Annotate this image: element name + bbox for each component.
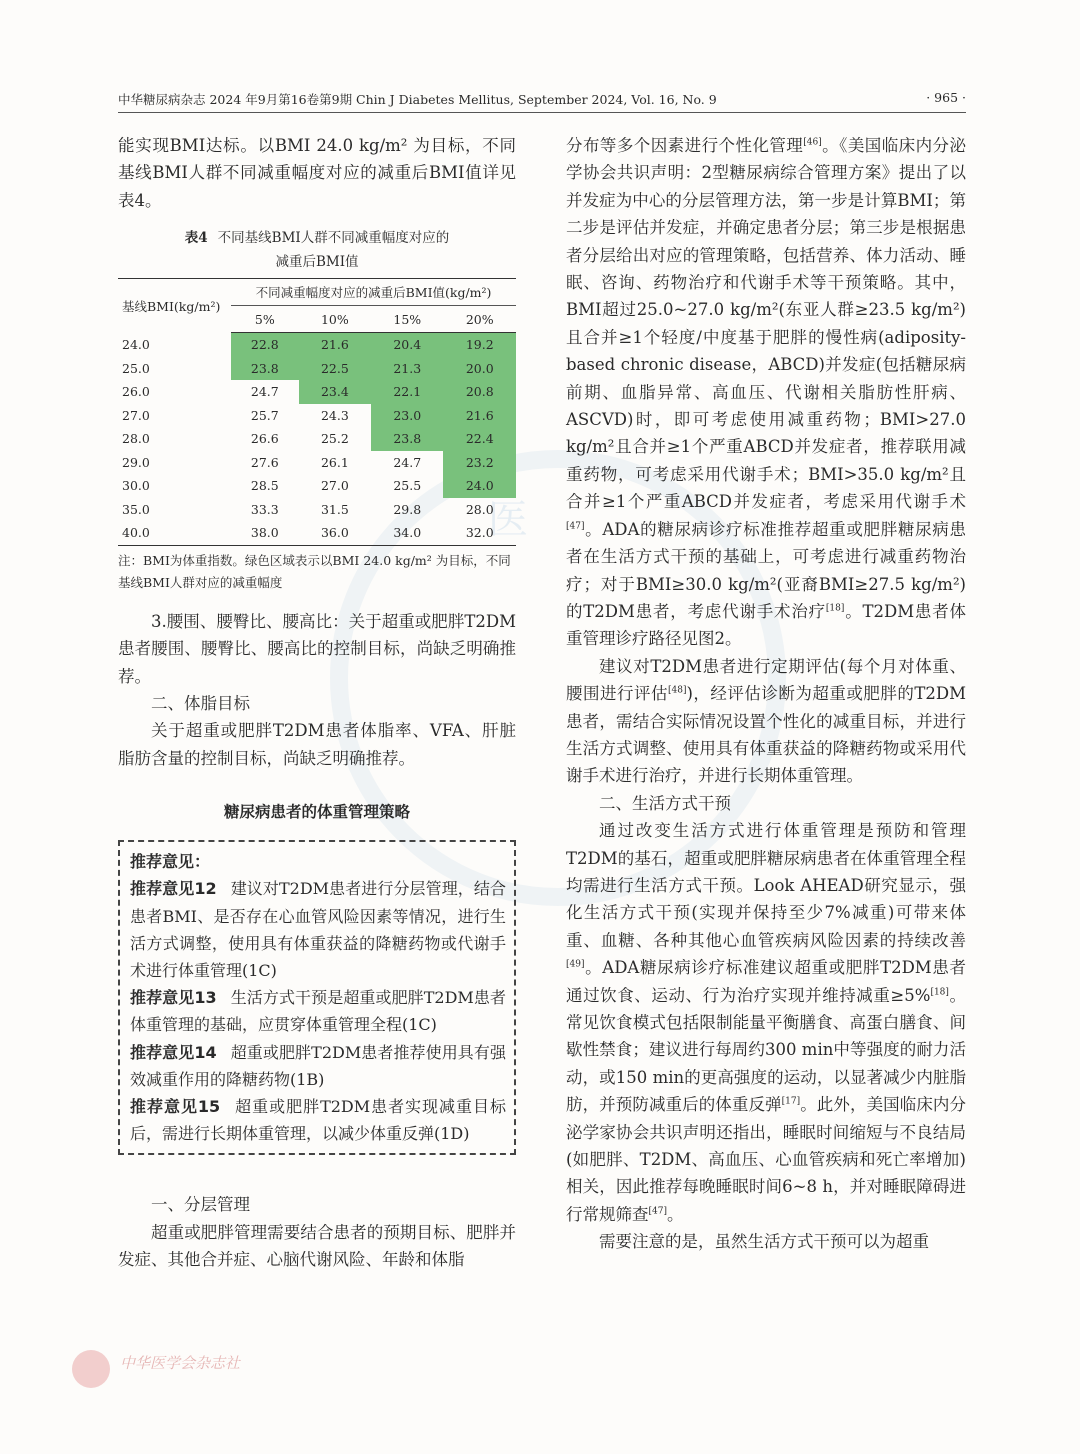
- table-row: [118, 380, 516, 404]
- table-note: 注：BMI为体重指数。绿色区域表示以BMI 24.0 kg/m² 为目标，不同基线BMI人群对应的减重幅度: [118, 552, 511, 590]
- bmi-value-cell: 20.0: [443, 357, 516, 381]
- column-header: 5%: [231, 306, 299, 333]
- bmi-value-cell: 25.5: [393, 478, 422, 494]
- baseline-bmi-cell: 35.0: [122, 501, 150, 517]
- recommendation-item: [130, 984, 506, 1038]
- table-caption: [118, 226, 516, 274]
- right-paragraph-3: 通过改变生活方式进行体重管理是预防和管理T2DM的基石，超重或肥胖糖尿病患者在体重管理全程均需进行生活方式干预。Look AHEAD研究显示，强化生活方式干预(实现并保持至少7%减重)可带来体重、血糖、各种其他心血管疾病风险因素的持续改善[49]。ADA糖尿病诊疗标准建议超重或肥胖T2DM患者通过饮食、运动、行为治疗实现并维持减重≥5%[18]。常见饮食模式包括限制能量平衡膳食、高蛋白膳食、间歇性禁食；建议进行每周约300 min中等强度的耐力活动，或150 min的更高强度的运动，以显著减少内脏脂肪，并预防减重后的体重反弹[17]。此外，美国临床内分泌学家协会共识声明还指出，睡眠时间缩短与不良结局(如肥胖、T2DM、高血压、心血管疾病和死亡率增加)相关，因此推荐每晚睡眠时间6~8 h，并对睡眠障碍进行常规筛查[47]。: [566, 821, 967, 1224]
- recommendation-text: 超重或肥胖T2DM患者推荐使用具有强效减重作用的降糖药物(1B): [130, 1042, 506, 1089]
- running-header: [118, 88, 966, 113]
- baseline-bmi-cell: 26.0: [122, 384, 150, 400]
- table-title-line2: 减重后BMI值: [275, 254, 359, 271]
- bmi-value-cell: 20.8: [443, 380, 516, 404]
- citation: [46]: [803, 137, 822, 148]
- right-paragraph-1: 分布等多个因素进行个性化管理[46]。《美国临床内分泌学协会共识声明：2型糖尿病综合管理方案》提出了以并发症为中心的分层管理方法，第一步是计算BMI；第二步是评估并发症，并确定患者分层；第三步是根据患者分层给出对应的管理策略，包括营养、体力活动、睡眠、咨询、药物治疗和代谢手术等干预策略。其中，BMI超过25.0~27.0 kg/m²(东亚人群≥23.5 kg/m²)且合并≥1个轻度/中度基于肥胖的慢性病(adiposity-based chronic disease，ABCD)并发症(包括糖尿病前期、血脂异常、高血压、代谢相关脂肪性肝病、ASCVD)时，即可考虑使用减重药物；BMI>27.0 kg/m²且合并≥1个严重ABCD并发症者，推荐联用减重药物，可考虑采用代谢手术；BMI>35.0 kg/m²且合并≥1个严重ABCD并发症者，考虑采用代谢手术[47]。ADA的糖尿病诊疗标准推荐超重或肥胖糖尿病患者在生活方式干预的基础上，可考虑进行减重药物治疗；对于BMI≥30.0 kg/m²(亚裔BMI≥27.5 kg/m²)的T2DM患者，考虑代谢手术治疗[18]。T2DM患者体重管理诊疗路径见图2。: [566, 136, 967, 649]
- journal-citation: 中华糖尿病杂志 2024 年9月第16卷第9期 Chin J Diabetes Mellitus, September 2024, Vol. 16, No. 9: [118, 92, 717, 107]
- baseline-bmi-cell: 24.0: [122, 337, 150, 353]
- recommendation-text: 建议对T2DM患者进行分层管理，结合患者BMI、是否存在心血管风险因素等情况，进行生活方式调整，使用具有体重获益的降糖药物或代谢手术进行体重管理(1C): [130, 879, 506, 980]
- recommendation-item: [130, 875, 506, 984]
- table-title-line1: 不同基线BMI人群不同减重幅度对应的: [217, 230, 450, 247]
- section-title: 糖尿病患者的体重管理策略: [223, 803, 410, 822]
- citation: [48]: [667, 685, 687, 696]
- citation: [18]: [825, 603, 845, 614]
- recommendation-heading: 推荐意见：: [130, 852, 211, 872]
- recommendation-text: 超重或肥胖T2DM患者实现减重目标后，需进行长期体重管理，以减少体重反弹(1D): [130, 1096, 506, 1144]
- citation: [18]: [930, 987, 949, 998]
- right-column: [566, 132, 966, 1256]
- bmi-value-cell: 24.7: [393, 454, 422, 470]
- recommendation-label: 推荐意见14: [130, 1042, 217, 1062]
- table-row: [118, 404, 516, 428]
- recommendation-label: 推荐意见13: [130, 988, 217, 1008]
- bmi-value-cell: 28.0: [465, 501, 494, 517]
- table-row: [118, 451, 516, 475]
- span-header: 不同减重幅度对应的减重后BMI值(kg/m²): [231, 279, 516, 306]
- baseline-bmi-cell: 28.0: [122, 431, 150, 447]
- bmi-value-cell: 23.8: [231, 357, 299, 381]
- layered-heading: 一、分层管理: [151, 1195, 250, 1215]
- bmi-value-cell: 34.0: [371, 521, 443, 545]
- recommendation-text: 生活方式干预是超重或肥胖T2DM患者体重管理的基础，应贯穿体重管理全程(1C): [130, 988, 506, 1035]
- row-header: 基线BMI(kg/m²): [118, 279, 231, 333]
- bmi-value-cell: 25.7: [250, 407, 279, 423]
- publisher-logo: [72, 1350, 302, 1390]
- intro-paragraph: 能实现BMI达标。以BMI 24.0 kg/m² 为目标，不同基线BMI人群不同减重幅度对应的减重后BMI值详见表4。: [118, 136, 516, 210]
- bmi-value-cell: 28.5: [250, 478, 279, 494]
- bmi-value-cell: 22.5: [299, 357, 371, 381]
- lifestyle-heading: 二、生活方式干预: [599, 793, 731, 813]
- layered-paragraph: 超重或肥胖管理需要结合患者的预期目标、肥胖并发症、其他合并症、心脑代谢风险、年龄和体脂: [118, 1222, 516, 1270]
- bmi-value-cell: 27.6: [250, 454, 279, 470]
- recommendation-box: [118, 840, 516, 1155]
- bodyfat-heading: 二、体脂目标: [151, 693, 250, 713]
- baseline-bmi-cell: 27.0: [122, 407, 150, 423]
- column-header: 10%: [299, 306, 371, 333]
- bmi-value-cell: 22.4: [443, 427, 516, 451]
- table-row: [118, 357, 516, 381]
- publisher-logo-text: 中华医学会杂志社: [120, 1354, 241, 1372]
- table-row: [118, 498, 516, 522]
- page-number: · 965 ·: [926, 90, 966, 105]
- table-row: [118, 333, 516, 357]
- bmi-value-cell: 24.0: [443, 474, 516, 498]
- baseline-bmi-cell: 40.0: [118, 521, 231, 545]
- recommendation-label: 推荐意见12: [130, 879, 217, 899]
- bmi-value-cell: 25.2: [320, 431, 349, 447]
- bmi-value-cell: 20.4: [371, 333, 443, 357]
- bmi-value-cell: 29.8: [393, 501, 422, 517]
- bmi-value-cell: 27.0: [320, 478, 349, 494]
- column-header: 15%: [371, 306, 443, 333]
- table-number: 表4: [184, 230, 208, 247]
- bmi-value-cell: 31.5: [320, 501, 349, 517]
- bmi-value-cell: 26.1: [320, 454, 349, 470]
- bmi-value-cell: 22.8: [231, 333, 299, 357]
- flower-icon: [72, 1350, 110, 1388]
- bmi-value-cell: 36.0: [299, 521, 371, 545]
- bmi-value-cell: 23.8: [371, 427, 443, 451]
- bmi-value-cell: 38.0: [231, 521, 299, 545]
- left-column: [118, 132, 516, 1274]
- citation: [47]: [566, 521, 585, 532]
- bodyfat-paragraph: 关于超重或肥胖T2DM患者体脂率、VFA、肝脏脂肪含量的控制目标，尚缺乏明确推荐。: [118, 721, 516, 768]
- journal-seal-watermark: 医: [330, 450, 786, 906]
- right-paragraph-2: 建议对T2DM患者进行定期评估(每个月对体重、腰围进行评估[48])，经评估诊断为超重或肥胖的T2DM患者，需结合实际情况设置个性化的减重目标，并进行生活方式调整、使用具有体重获益的降糖药物或采用代谢手术进行治疗，并进行长期体重管理。: [566, 656, 966, 786]
- citation: [17]: [781, 1096, 801, 1107]
- citation: [49]: [566, 959, 585, 970]
- bmi-value-cell: 32.0: [443, 521, 516, 545]
- bmi-value-cell: 24.7: [250, 384, 279, 400]
- bmi-value-cell: 21.6: [443, 404, 516, 428]
- recommendation-item: [130, 1039, 506, 1093]
- bmi-value-cell: 26.6: [250, 431, 279, 447]
- baseline-bmi-cell: 30.0: [122, 478, 150, 494]
- table-row: [118, 474, 516, 498]
- bmi-value-cell: 24.3: [320, 407, 349, 423]
- column-header: 20%: [443, 306, 516, 333]
- bmi-value-cell: 21.3: [371, 357, 443, 381]
- bmi-value-cell: 23.0: [371, 404, 443, 428]
- baseline-bmi-cell: 25.0: [122, 360, 150, 376]
- table-row: [118, 521, 516, 545]
- recommendation-label: 推荐意见15: [130, 1096, 221, 1116]
- bmi-value-cell: 23.2: [443, 451, 516, 475]
- bmi-value-cell: 23.4: [299, 380, 371, 404]
- bmi-value-cell: 21.6: [299, 333, 371, 357]
- bmi-value-cell: 19.2: [443, 333, 516, 357]
- right-paragraph-4: 需要注意的是，虽然生活方式干预可以为超重: [599, 1232, 929, 1252]
- baseline-bmi-cell: 29.0: [122, 454, 150, 470]
- bmi-table: [118, 278, 516, 546]
- recommendation-item: [130, 1093, 506, 1147]
- bmi-value-cell: 33.3: [250, 501, 279, 517]
- waist-paragraph: 3.腰围、腰臀比、腰高比：关于超重或肥胖T2DM患者腰围、腰臀比、腰高比的控制目标，尚缺乏明确推荐。: [118, 611, 516, 686]
- bmi-value-cell: 22.1: [371, 380, 443, 404]
- citation: [47]: [648, 1206, 667, 1217]
- table-row: [118, 427, 516, 451]
